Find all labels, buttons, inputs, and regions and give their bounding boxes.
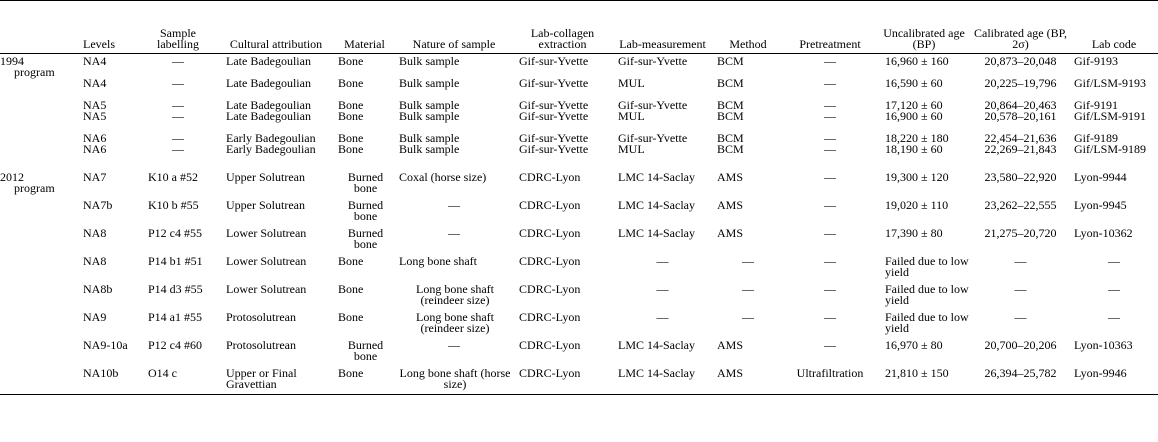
cell-nature: — [448,226,460,240]
cell-level: NA8 [83,226,107,240]
cell-extraction: Gif-sur-Yvette [519,54,589,68]
cell-sample: — [172,76,184,90]
cell-level: NA8b [83,282,113,296]
cell-nature: Bulk sample [399,142,460,156]
cell-lab-code: Lyon-10363 [1074,338,1133,352]
cell-lab-code: — [1108,310,1120,324]
cell-method: — [742,310,754,324]
cell-measurement: MUL [618,76,645,90]
cell-pretreatment: Ultrafiltration [783,362,877,395]
program-label: program [14,65,55,79]
cell-uncalibrated: Failed due to low yield [885,310,969,335]
cell-uncalibrated: 17,120 ± 60 [885,98,943,112]
cell-level: NA7 [83,170,107,184]
cell-method: BCM [717,98,744,112]
cell-nature: Coxal (horse size) [399,170,487,184]
table-row [0,222,1158,250]
cell-pretreatment: — [824,142,836,156]
cell-nature: — [448,338,460,352]
cell-nature: Bulk sample [399,109,460,123]
cell-method: AMS [717,198,744,212]
table-row [0,362,1158,395]
cell-nature: Bulk sample [399,76,460,90]
cell-extraction: Gif-sur-Yvette [519,131,589,145]
cell-measurement: — [656,282,669,296]
header-lab-measurement: Lab-measurement [612,1,713,54]
cell-uncalibrated: 16,970 ± 80 [885,338,943,352]
cell-lab-code: Lyon-10362 [1074,226,1133,240]
cell-nature: Bulk sample [399,131,460,145]
cell-cultural: Lower Solutrean [226,254,307,268]
cell-calibrated: 21,275–20,720 [984,226,1057,240]
header-pretreatment: Pretreatment [783,1,877,54]
cell-uncalibrated: Failed due to low yield [885,254,969,279]
cell-sample: K10 b #55 [148,198,199,212]
cell-sample: P14 d3 #55 [148,282,203,296]
cell-pretreatment: — [824,54,836,68]
cell-cultural: Early Badegoulian [226,131,316,145]
cell-uncalibrated: 19,020 ± 110 [885,198,949,212]
header-calibrated-age: Calibrated age (BP, 2σ) [971,1,1070,54]
cell-uncalibrated: 19,300 ± 120 [885,170,949,184]
cell-cultural: Lower Solutrean [226,282,307,296]
cell-extraction: CDRC-Lyon [519,226,581,240]
cell-method: — [742,254,754,268]
cell-measurement: Gif-sur-Yvette [618,131,688,145]
cell-cultural: Early Badegoulian [226,142,316,156]
header-uncalibrated-age: Uncalibrated age (BP) [877,1,971,54]
cell-method: AMS [717,170,744,184]
cell-calibrated: 20,578–20,161 [984,109,1057,123]
cell-sample: — [172,142,184,156]
cell-nature: Long bone shaft (reindeer size) [416,282,494,307]
table-row [0,144,1158,166]
program-year: 2012 [0,170,24,184]
cell-lab-code: Gif-9191 [1074,98,1118,112]
cell-measurement: LMC 14-Saclay [612,362,713,395]
cell-material: Bone [334,362,395,395]
cell-level: NA6 [83,131,107,145]
cell-cultural: Protosolutrean [226,338,296,352]
cell-extraction: CDRC-Lyon [519,338,581,352]
cell-nature: — [448,198,460,212]
cell-uncalibrated: 18,220 ± 180 [885,131,949,145]
table-row [0,334,1158,362]
cell-level: NA6 [83,142,107,156]
cell-sample: — [172,131,184,145]
cell-measurement: LMC 14-Saclay [618,226,695,240]
cell-uncalibrated: 17,390 ± 80 [885,226,943,240]
cell-cultural: Lower Solutrean [226,226,307,240]
cell-extraction: Gif-sur-Yvette [519,142,589,156]
cell-sample: K10 a #52 [148,170,198,184]
cell-calibrated: 20,700–20,206 [984,338,1057,352]
cell-lab-code: Lyon-9946 [1070,362,1158,395]
cell-measurement: MUL [618,109,645,123]
cell-lab-code: Gif/LSM-9191 [1074,109,1146,123]
cell-uncalibrated: 18,190 ± 60 [885,142,943,156]
cell-calibrated: 20,864–20,463 [984,98,1057,112]
cell-calibrated: — [1014,254,1027,268]
program-1994-cell [0,54,70,79]
header-method: Method [713,1,783,54]
cell-calibrated: 23,262–22,555 [984,198,1057,212]
cell-material: Bone [338,109,364,123]
table-row [0,166,1158,194]
cell-lab-code: — [1108,254,1120,268]
cell-lab-code: Lyon-9944 [1074,170,1127,184]
cell-measurement: LMC 14-Saclay [618,170,695,184]
cell-pretreatment: — [824,310,836,324]
cell-cultural: Upper or Final Gravettian [218,362,334,395]
cell-calibrated: 20,873–20,048 [984,54,1057,68]
cell-extraction: Gif-sur-Yvette [519,98,589,112]
cell-uncalibrated: Failed due to low yield [885,282,969,307]
cell-sample: — [172,98,184,112]
program-label: program [14,181,55,195]
cell-cultural: Late Badegoulian [226,54,311,68]
cell-level: NA8 [83,254,107,268]
program-year: 1994 [0,54,24,68]
cell-material: Bone [338,76,364,90]
cell-calibrated: 26,394–25,782 [971,362,1070,395]
cell-cultural: Upper Solutrean [226,198,305,212]
cell-sample: P12 c4 #55 [148,226,202,240]
cell-level: NA4 [83,54,107,68]
cell-level: NA4 [83,76,107,90]
header-material: Material [334,1,395,54]
cell-level: NA5 [83,98,107,112]
cell-level: NA9 [83,310,107,324]
cell-method: BCM [717,131,744,145]
table-row [0,278,1158,306]
cell-calibrated: 22,269–21,843 [984,142,1057,156]
table-header-row [0,1,1158,54]
cell-material: Bone [338,310,364,324]
header-program [0,1,70,54]
cell-measurement: — [656,310,669,324]
cell-nature: Bulk sample [399,98,460,112]
cell-uncalibrated: 21,810 ± 150 [877,362,971,395]
cell-material: Bone [338,254,364,268]
cell-method: — [742,282,754,296]
cell-lab-code: Gif-9193 [1074,54,1118,68]
cell-cultural: Late Badegoulian [226,109,311,123]
cell-calibrated: 23,580–22,920 [984,170,1057,184]
cell-extraction: CDRC-Lyon [519,254,581,268]
cell-sample: P14 b1 #51 [148,254,203,268]
cell-level: NA5 [83,109,107,123]
cell-method: BCM [717,76,744,90]
cell-sample: P12 c4 #60 [148,338,202,352]
header-nature-of-sample: Nature of sample [395,1,513,54]
cell-pretreatment: — [824,98,836,112]
cell-uncalibrated: 16,900 ± 60 [885,109,943,123]
cell-measurement: Gif-sur-Yvette [618,54,688,68]
cell-extraction: CDRC-Lyon [519,282,581,296]
cell-material: Burned bone [347,226,384,251]
cell-calibrated: — [1014,310,1027,324]
cell-extraction: CDRC-Lyon [513,362,612,395]
table-row [0,111,1158,133]
cell-level: NA9-10a [83,338,128,352]
cell-lab-code: Gif/LSM-9189 [1074,142,1146,156]
cell-sample: P14 a1 #55 [148,310,202,324]
cell-material: Burned bone [347,198,384,223]
cell-lab-code: Lyon-9945 [1074,198,1127,212]
cell-level: NA7b [83,198,113,212]
program-2012-cell [0,166,70,194]
cell-sample: — [172,54,184,68]
cell-pretreatment: — [824,76,836,90]
cell-material: Burned bone [347,338,384,363]
header-levels: Levels [70,1,138,54]
cell-cultural: Upper Solutrean [226,170,305,184]
cell-calibrated: 20,225–19,796 [984,76,1057,90]
cell-material: Bone [338,131,364,145]
cell-method: AMS [713,362,783,395]
cell-pretreatment: — [824,226,836,240]
cell-material: Bone [338,282,364,296]
cell-cultural: Late Badegoulian [226,98,311,112]
cell-measurement: LMC 14-Saclay [618,338,695,352]
cell-nature: Long bone shaft [399,254,477,268]
cell-calibrated: — [1014,282,1027,296]
cell-pretreatment: — [824,254,836,268]
table-row [0,194,1158,222]
cell-sample: — [172,109,184,123]
cell-method: BCM [717,142,744,156]
cell-measurement: Gif-sur-Yvette [618,98,688,112]
header-cultural-attribution: Cultural attribution [218,1,334,54]
cell-pretreatment: — [824,338,836,352]
cell-method: BCM [717,54,744,68]
table-row [0,54,1158,79]
cell-pretreatment: — [824,131,836,145]
table-row [0,78,1158,100]
cell-level: NA10b [70,362,138,395]
header-lab-code: Lab code [1070,1,1158,54]
cell-pretreatment: — [824,109,836,123]
cell-extraction: CDRC-Lyon [519,198,581,212]
header-sample-labelling: Sample labelling [138,1,218,54]
cell-material: Bone [338,54,364,68]
cell-nature: Long bone shaft (horse size) [395,362,513,395]
cell-measurement: — [656,254,669,268]
cell-method: BCM [717,109,744,123]
cell-pretreatment: — [824,282,836,296]
cell-uncalibrated: 16,590 ± 60 [885,76,943,90]
cell-calibrated: 22,454–21,636 [984,131,1057,145]
cell-nature: Long bone shaft (reindeer size) [416,310,494,335]
cell-material: Bone [338,98,364,112]
cell-cultural: Late Badegoulian [226,76,311,90]
cell-measurement: LMC 14-Saclay [618,198,695,212]
cell-extraction: Gif-sur-Yvette [519,109,589,123]
table-row [0,250,1158,278]
cell-extraction: CDRC-Lyon [519,170,581,184]
cell-lab-code: Gif/LSM-9193 [1074,76,1146,90]
cell-pretreatment: — [824,170,836,184]
cell-measurement: MUL [618,142,645,156]
cell-pretreatment: — [824,198,836,212]
cell-nature: Bulk sample [399,54,460,68]
cell-material: Bone [338,142,364,156]
cell-uncalibrated: 16,960 ± 160 [885,54,949,68]
cell-material: Burned bone [347,170,384,195]
cell-lab-code: — [1108,282,1120,296]
cell-lab-code: Gif-9189 [1074,131,1118,145]
table-row [0,306,1158,334]
cell-method: AMS [717,226,744,240]
cell-method: AMS [717,338,744,352]
cell-sample: O14 c [138,362,218,395]
cell-extraction: Gif-sur-Yvette [519,76,589,90]
cell-cultural: Protosolutrean [226,310,296,324]
cell-extraction: CDRC-Lyon [519,310,581,324]
header-lab-collagen-extraction: Lab-collagen extraction [513,1,612,54]
